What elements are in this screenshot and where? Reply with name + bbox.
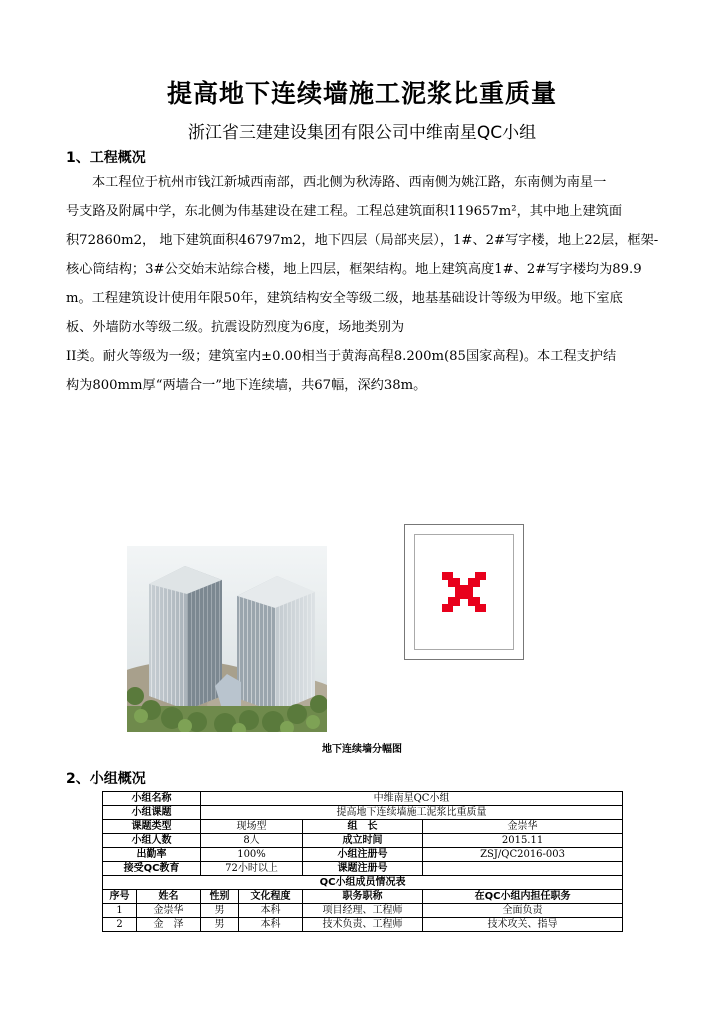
table-label-cell: 课题注册号: [303, 862, 423, 876]
table-cell: 男: [201, 904, 239, 918]
paragraph-line: 积72860m2， 地下建筑面积46797m2，地下四层（局部夹层），1#、2#写字楼，地上22层，框架-: [66, 233, 658, 248]
table-label-cell: 小组人数: [103, 834, 201, 848]
overview-paragraph: [66, 168, 658, 400]
document-subtitle: 浙江省三建建设集团有限公司中维南星QC小组: [187, 123, 537, 143]
table-label-cell: 接受QC教育: [103, 862, 201, 876]
column-header: 序号: [103, 890, 137, 904]
section-heading-overview: 1、工程概况: [66, 150, 146, 166]
table-value-cell: 2015.11: [423, 834, 623, 848]
table-value-cell: 8人: [201, 834, 303, 848]
table-row: [103, 918, 623, 932]
table-value-cell: 金崇华: [423, 820, 623, 834]
building-photo: [127, 546, 327, 732]
table-row: [103, 904, 623, 918]
table-row: [103, 806, 623, 820]
table-value-cell: 100%: [201, 848, 303, 862]
table-row: [103, 862, 623, 876]
paragraph-line: 号支路及附属中学，东北侧为伟基建设在建工程。工程总建筑面积119657m²，其中地上建筑面: [66, 204, 623, 219]
table-cell: 金崇华: [137, 904, 201, 918]
members-table-title: QC小组成员情况表: [103, 876, 623, 890]
column-header: 在QC小组内担任职务: [423, 890, 623, 904]
table-row: [103, 848, 623, 862]
table-label-cell: 课题类型: [103, 820, 201, 834]
group-info-table: [102, 791, 623, 932]
table-cell: 技术负责、工程师: [303, 918, 423, 932]
figure-caption: 地下连续墙分幅图: [322, 744, 402, 755]
table-label-cell: 小组注册号: [303, 848, 423, 862]
table-row: [103, 820, 623, 834]
column-header: 性别: [201, 890, 239, 904]
paragraph-line: II类。耐火等级为一级；建筑室内±0.00相当于黄海高程8.200m(85国家高程)。本工程支护结: [66, 349, 617, 364]
table-value-cell: 中维南星QC小组: [201, 792, 623, 806]
table-cell: 项目经理、工程师: [303, 904, 423, 918]
table-label-cell: 小组名称: [103, 792, 201, 806]
paragraph-line: m。工程建筑设计使用年限50年，建筑结构安全等级二级，地基基础设计等级为甲级。地下室底: [66, 291, 623, 306]
broken-image-icon: [442, 572, 486, 612]
table-cell: 男: [201, 918, 239, 932]
table-cell: 本科: [239, 918, 303, 932]
column-header: 姓名: [137, 890, 201, 904]
column-header: 职务职称: [303, 890, 423, 904]
table-row: [103, 876, 623, 890]
table-cell: 本科: [239, 904, 303, 918]
table-header-row: [103, 890, 623, 904]
table-cell: 技术攻关、指导: [423, 918, 623, 932]
paragraph-line: 本工程位于杭州市钱江新城西南部，西北侧为秋涛路、西南侧为姚江路，东南侧为南星一: [92, 175, 607, 190]
table-cell: 2: [103, 918, 137, 932]
table-cell: 1: [103, 904, 137, 918]
table-label-cell: 组 长: [303, 820, 423, 834]
column-header: 文化程度: [239, 890, 303, 904]
table-row: [103, 792, 623, 806]
table-label-cell: 小组课题: [103, 806, 201, 820]
section-heading-group: 2、小组概况: [66, 771, 146, 787]
table-value-cell: [423, 862, 623, 876]
table-label-cell: 成立时间: [303, 834, 423, 848]
missing-image-frame: [414, 534, 514, 650]
paragraph-line: 核心筒结构；3#公交始末站综合楼，地上四层，框架结构。地上建筑高度1#、2#写字楼均为89.9: [66, 262, 642, 277]
missing-image-placeholder: [404, 524, 524, 660]
table-cell: 全面负责: [423, 904, 623, 918]
table-value-cell: 现场型: [201, 820, 303, 834]
table-row: [103, 834, 623, 848]
table-value-cell: 提高地下连续墙施工泥浆比重质量: [201, 806, 623, 820]
paragraph-line: 构为800mm厚“两墙合一”地下连续墙，共67幅，深约38m。: [66, 378, 427, 393]
document-title: 提高地下连续墙施工泥浆比重质量: [166, 79, 557, 108]
table-label-cell: 出勤率: [103, 848, 201, 862]
table-cell: 金 泽: [137, 918, 201, 932]
table-value-cell: ZSJ/QC2016-003: [423, 848, 623, 862]
paragraph-line: 板、外墙防水等级二级。抗震设防烈度为6度，场地类别为: [66, 320, 405, 335]
table-value-cell: 72小时以上: [201, 862, 303, 876]
